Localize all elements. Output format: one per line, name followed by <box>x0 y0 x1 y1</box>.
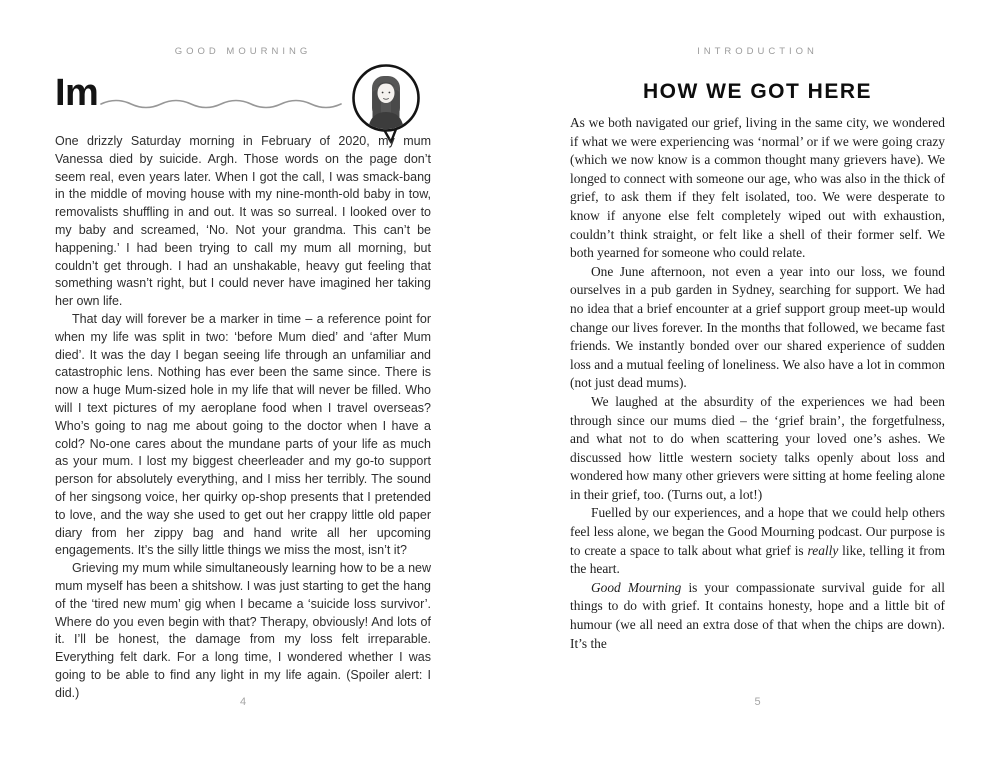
paragraph: Grieving my mum while simultaneously learning how to be a new mum myself has been a shitshow. I was just starting to get the hang of the ‘tired new mum’ gig when I became a ‘suicide loss survivor’. Where do you even begin with that? Therapy, obviously! And lots of it. I’ll be honest, the damage from my loss felt irreparable. Everything felt dark. For a long time, I wondered whether I was going to be able to find any light in my life again. (Spoiler alert: I did.) <box>55 561 431 700</box>
paragraph: One June afternoon, not even a year into our loss, we found ourselves in a pub garden in Sydney, searching for support. We had no idea that a brief encounter at a grief support group meet-up would change our lives forever. In the months that followed, we became fast friends. We instantly bonded over our shared experience of sudden loss and a mutual feeling of loneliness. We also have a lot in common (not just dead mums). <box>570 263 945 391</box>
paragraph: As we both navigated our grief, living in the same city, we wondered if what we were experiencing was ‘normal’ or if we were going crazy (which we now know is a common thought many grievers have). We longed to connect with someone our age, who was also in the thick of grief, to ask them if they felt isolated, too. We were desperate to know if anyone else felt completely wiped out with exhaustion, couldn’t think straight, or felt like a shell of their former self. We both yearned for someone who could relate. <box>570 115 945 261</box>
left-page-body <box>55 133 431 703</box>
running-head-left: GOOD MOURNING <box>174 46 312 57</box>
paragraph: We laughed at the absurdity of the experiences we had been through since our mums died – the ‘grief brain’, the forgetfulness, and what not to do when scattering your loved one’s ashes. We discussed how little western society talks openly about loss and wondered how many other grievers were sitting at home feeling alone in their grief, too. (Turns out, a lot!) <box>570 393 945 502</box>
paragraph: That day will forever be a marker in time – a reference point for when my life was split in two: ‘before Mum died’ and ‘after Mum died’. It was the day I began seeing life through an unfamiliar and catastrophic lens. Nothing has ever been the same since. There is now a huge Mum-sized hole in my life that will never be filled. Who will I text pictures of my aeroplane food when I travel overseas? Who’s going to nag me about going to the doctor when I have a cold? No-one cares about the mundane parts of your life as much as your mum. I lost my biggest cheerleader and my go-to support person for absolutely everything, and I miss her terribly. The sound of her singsong voice, her quirky op-shop presents that I pretended to love, and the way she used to get out her crappy little old paper diary from her zippy bag and hand write all her upcoming engagements. It’s the silly little things we miss the most, isn’t it? <box>55 311 431 558</box>
paragraph: Good Mourning is your compassionate survival guide for all things to do with grief. It contains honesty, hope and a little bit of humour (we all need an extra dose of that when the chips are down). It’s the <box>570 579 945 651</box>
page-number-right: 5 <box>754 696 761 708</box>
paragraph: Fuelled by our experiences, and a hope that we could help others feel less alone, we began the Good Mourning podcast. Our purpose is to create a space to talk about what grief is really like, telling it from the heart. <box>570 505 945 577</box>
right-page <box>500 0 1000 765</box>
paragraph: One drizzly Saturday morning in February of 2020, my mum Vanessa died by suicide. Argh. Those words on the page don’t seem real, even years later. When I got the call, I was smack-bang in the middle of moving house with my nine-month-old baby in tow, removalists shuffling in and out. It was so surreal. I looked over to my baby and screamed, ‘No. Not your grandma. This can’t be happening.’ I had been trying to call my mum all morning, but couldn’t get through. I had an unshakable, heavy gut feeling that something wasn’t right, but I could never have imagined her taking her own life. <box>55 134 431 309</box>
running-head-right: INTRODUCTION <box>697 46 818 57</box>
right-page-body <box>570 114 945 653</box>
section-title: HOW WE GOT HERE <box>643 80 872 103</box>
wavy-line-decoration <box>98 96 344 112</box>
chapter-label: Im <box>55 72 99 114</box>
page-number-left: 4 <box>239 696 247 708</box>
